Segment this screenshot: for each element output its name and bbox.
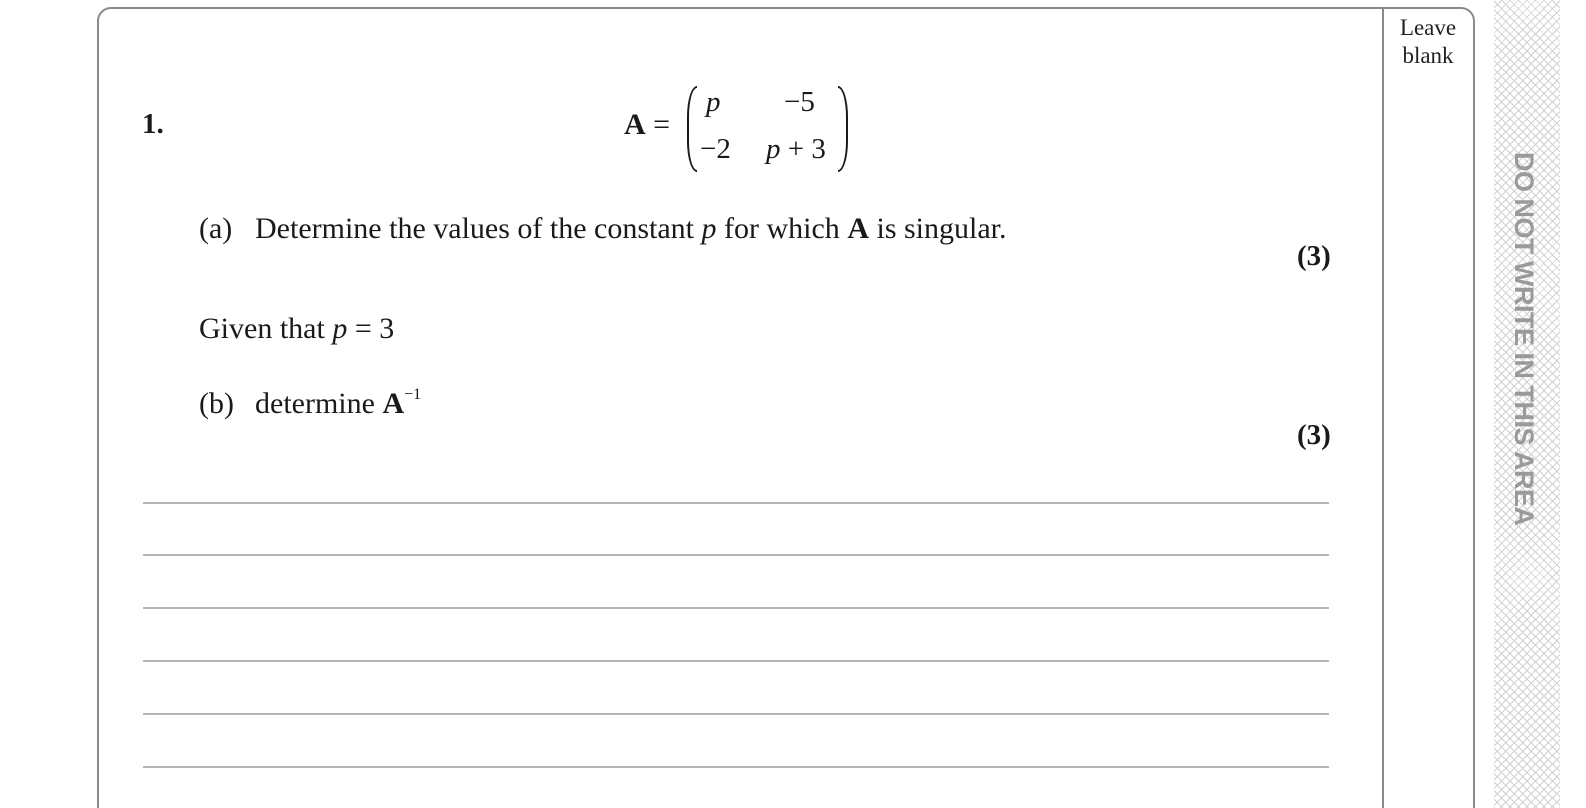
- given-text: Given that p = 3: [199, 312, 395, 345]
- answer-line[interactable]: [143, 766, 1329, 768]
- part-a-text: (a) Determine the values of the constant p for which A is singular.: [199, 212, 1007, 245]
- leave-blank-label: [1384, 14, 1472, 70]
- question-number: 1.: [142, 108, 164, 140]
- part-a-marks: (3): [1297, 240, 1331, 272]
- answer-line[interactable]: [143, 607, 1329, 609]
- matrix-cell-r2c2: p + 3: [766, 133, 826, 165]
- do-not-write-label: DO NOT WRITE IN THIS AREA: [1509, 152, 1539, 526]
- leave-blank-line2: blank: [1402, 43, 1454, 68]
- leave-blank-line1: Leave: [1399, 15, 1457, 40]
- answer-line[interactable]: [143, 660, 1329, 662]
- matrix-equals: =: [653, 108, 671, 141]
- part-b-marks: (3): [1297, 419, 1331, 451]
- part-b-text: (b) determine $A^{-1}$: [199, 386, 422, 420]
- matrix-name: A: [624, 108, 646, 141]
- matrix-cell-r1c1: p: [706, 86, 721, 118]
- answer-line[interactable]: [143, 554, 1329, 556]
- answer-line[interactable]: [143, 502, 1329, 504]
- matrix-cell-r1c2: −5: [784, 86, 815, 118]
- answer-line[interactable]: [143, 713, 1329, 715]
- matrix-cell-r2c1: −2: [700, 133, 731, 165]
- matrix-left-bracket: [687, 86, 697, 172]
- matrix-label: [624, 108, 670, 142]
- margin-divider: [1382, 8, 1384, 808]
